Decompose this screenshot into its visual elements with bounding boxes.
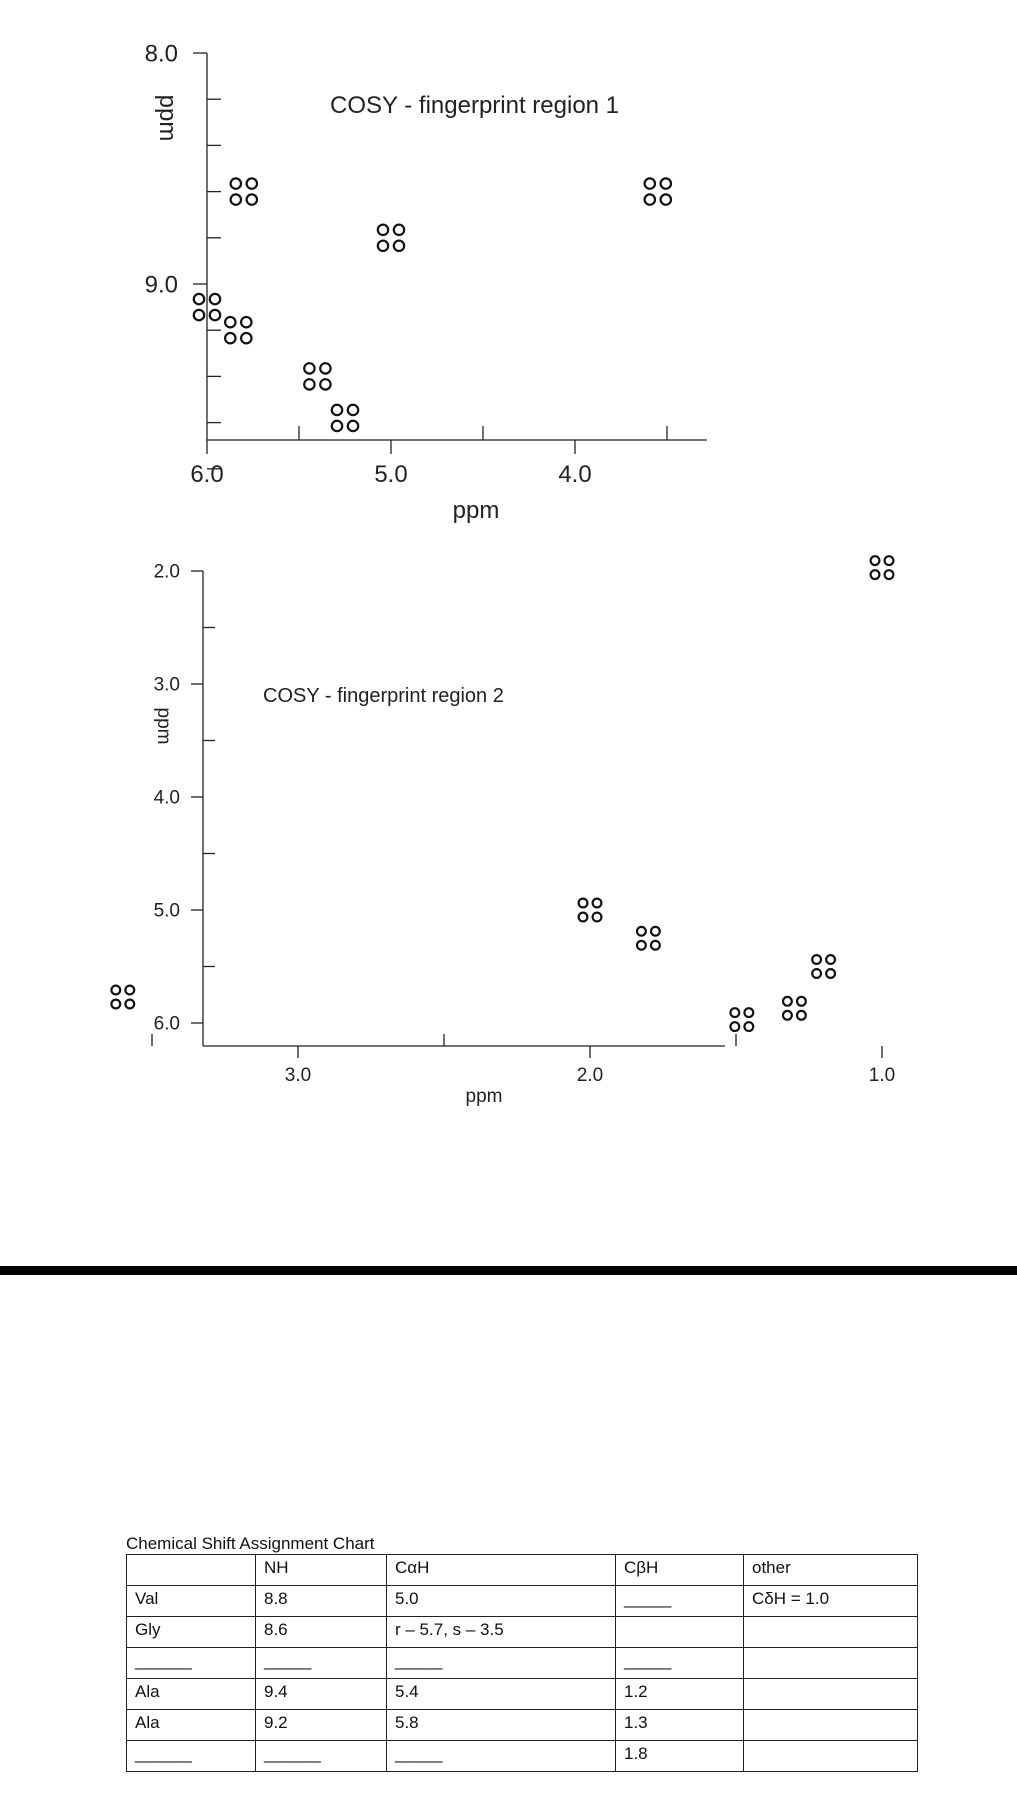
- cross-peak-dot: [247, 178, 257, 188]
- cross-peak-dot: [744, 1022, 753, 1031]
- cross-peak-dot: [637, 941, 646, 950]
- table-row: [127, 1586, 918, 1617]
- cross-peak-dot: [304, 379, 314, 389]
- cross-peak-dot: [111, 986, 120, 995]
- table-cell: Ala: [127, 1679, 256, 1710]
- table-cell: Val: [127, 1586, 256, 1617]
- cross-peak-dot: [225, 333, 235, 343]
- cross-peak-dot: [348, 421, 358, 431]
- x-axis-label: ppm: [452, 497, 500, 524]
- header-cell: CβH: [616, 1555, 744, 1586]
- header-cell: other: [744, 1555, 918, 1586]
- cross-peak-dot: [231, 194, 241, 204]
- cross-peak-dot: [885, 570, 894, 579]
- table-cell: 5.4: [387, 1679, 616, 1710]
- y-tick-label: 5.0: [153, 900, 180, 922]
- cross-peak-dot: [394, 241, 404, 251]
- cross-peak-dot: [210, 310, 220, 320]
- y-tick-label: 2.0: [153, 561, 180, 583]
- cross-peak: [783, 997, 806, 1020]
- table-cell: 1.3: [616, 1710, 744, 1741]
- cross-peak: [332, 405, 358, 431]
- cross-peak: [637, 927, 660, 950]
- y-tick-label: 4.0: [153, 787, 180, 809]
- cross-peak-dot: [783, 997, 792, 1006]
- cross-peak-dot: [593, 899, 602, 908]
- cross-peak-dot: [194, 294, 204, 304]
- cross-peak-dot: [241, 333, 251, 343]
- cross-peak-dot: [579, 899, 588, 908]
- cross-peak-dot: [651, 941, 660, 950]
- cross-peak-dot: [332, 405, 342, 415]
- y-tick-label: 9.0: [144, 271, 178, 299]
- section-divider: [0, 1266, 1017, 1275]
- table-cell: 8.8: [256, 1586, 387, 1617]
- cross-peak: [378, 225, 404, 251]
- cross-peak-dot: [194, 310, 204, 320]
- cross-peak-dot: [797, 997, 806, 1006]
- cross-peak: [111, 986, 134, 1009]
- x-tick-label: 6.0: [190, 461, 224, 488]
- cross-peak: [225, 317, 251, 343]
- cross-peak-dot: [661, 194, 671, 204]
- table-cell: 5.8: [387, 1710, 616, 1741]
- x-axis-label: ppm: [465, 1086, 503, 1107]
- y-tick-label: 3.0: [153, 674, 180, 696]
- cross-peak-dot: [645, 194, 655, 204]
- x-tick-label: 5.0: [374, 461, 408, 488]
- table-cell: r – 5.7, s – 3.5: [387, 1617, 616, 1648]
- cross-peak-dot: [637, 927, 646, 936]
- cross-peak: [304, 363, 330, 389]
- cross-peak-dot: [593, 913, 602, 922]
- header-cell: CαH: [387, 1555, 616, 1586]
- y-axis-label: ppm: [154, 94, 181, 142]
- table-cell: 8.6: [256, 1617, 387, 1648]
- table-row: [127, 1679, 918, 1710]
- table-header-row: [127, 1555, 918, 1586]
- cross-peak-dot: [645, 178, 655, 188]
- header-cell: NH: [256, 1555, 387, 1586]
- cross-peak-dot: [320, 363, 330, 373]
- cross-peak-dot: [826, 969, 835, 978]
- x-tick-label: 2.0: [576, 1065, 604, 1086]
- cross-peak-dot: [744, 1008, 753, 1017]
- assignment-table-section: [126, 1534, 866, 1772]
- cross-peak: [812, 955, 835, 978]
- cross-peak-dot: [231, 178, 241, 188]
- x-tick-label: 1.0: [868, 1065, 896, 1086]
- cross-peak-dot: [304, 363, 314, 373]
- table-row: [127, 1741, 918, 1772]
- cross-peak-dot: [783, 1011, 792, 1020]
- cross-peak-dot: [579, 913, 588, 922]
- table-cell: [744, 1710, 918, 1741]
- cross-peak-dot: [125, 986, 134, 995]
- y-tick-label: 8.0: [144, 40, 178, 68]
- header-cell: [127, 1555, 256, 1586]
- cross-peak-dot: [730, 1008, 739, 1017]
- table-cell: _____: [616, 1648, 744, 1679]
- table-cell: ______: [256, 1741, 387, 1772]
- cross-peak-dot: [111, 1000, 120, 1009]
- table-cell: CδH = 1.0: [744, 1586, 918, 1617]
- table-cell: 9.4: [256, 1679, 387, 1710]
- cross-peak-dot: [241, 317, 251, 327]
- cross-peak-dot: [394, 225, 404, 235]
- cross-peak: [871, 556, 894, 579]
- cross-peak: [579, 899, 602, 922]
- cross-peak-dot: [826, 955, 835, 964]
- table-cell: 5.0: [387, 1586, 616, 1617]
- table-row: [127, 1617, 918, 1648]
- table-cell: [616, 1617, 744, 1648]
- table-cell: 9.2: [256, 1710, 387, 1741]
- cross-peak-dot: [378, 225, 388, 235]
- cross-peak-dot: [812, 955, 821, 964]
- cross-peak-dot: [247, 194, 257, 204]
- cross-peak-dot: [661, 178, 671, 188]
- x-tick-label: 4.0: [558, 461, 592, 488]
- cross-peak: [231, 178, 257, 204]
- x-tick-label: 3.0: [284, 1065, 312, 1086]
- cross-peak: [645, 178, 671, 204]
- cross-peak-dot: [651, 927, 660, 936]
- cross-peak-dot: [812, 969, 821, 978]
- cross-peak-dot: [730, 1022, 739, 1031]
- table-cell: _____: [256, 1648, 387, 1679]
- cross-peak-dot: [225, 317, 235, 327]
- cross-peak-dot: [332, 421, 342, 431]
- table-caption: Chemical Shift Assignment Chart: [126, 1534, 375, 1553]
- table-cell: ______: [127, 1741, 256, 1772]
- table-cell: _____: [616, 1586, 744, 1617]
- table-cell: _____: [387, 1648, 616, 1679]
- table-row: [127, 1648, 918, 1679]
- cross-peak-dot: [871, 570, 880, 579]
- cross-peak-dot: [348, 405, 358, 415]
- cross-peak-dot: [885, 556, 894, 565]
- cross-peak-dot: [797, 1011, 806, 1020]
- table-cell: _____: [387, 1741, 616, 1772]
- cross-peak-dot: [210, 294, 220, 304]
- y-tick-label: 6.0: [153, 1013, 180, 1035]
- table-cell: 1.2: [616, 1679, 744, 1710]
- cross-peak-dot: [378, 241, 388, 251]
- table-cell: [744, 1617, 918, 1648]
- chemical-shift-table: [126, 1554, 918, 1772]
- table-cell: 1.8: [616, 1741, 744, 1772]
- table-cell: ______: [127, 1648, 256, 1679]
- table-cell: [744, 1679, 918, 1710]
- table-cell: [744, 1648, 918, 1679]
- cross-peak-dot: [320, 379, 330, 389]
- cross-peak: [730, 1008, 753, 1031]
- cross-peak-dot: [871, 556, 880, 565]
- table-row: [127, 1710, 918, 1741]
- table-cell: [744, 1741, 918, 1772]
- table-cell: Ala: [127, 1710, 256, 1741]
- cross-peak-dot: [125, 1000, 134, 1009]
- chart-title: COSY - fingerprint region 1: [330, 92, 620, 119]
- table-cell: Gly: [127, 1617, 256, 1648]
- chart-title: COSY - fingerprint region 2: [263, 685, 504, 707]
- y-axis-label: ppm: [153, 707, 174, 745]
